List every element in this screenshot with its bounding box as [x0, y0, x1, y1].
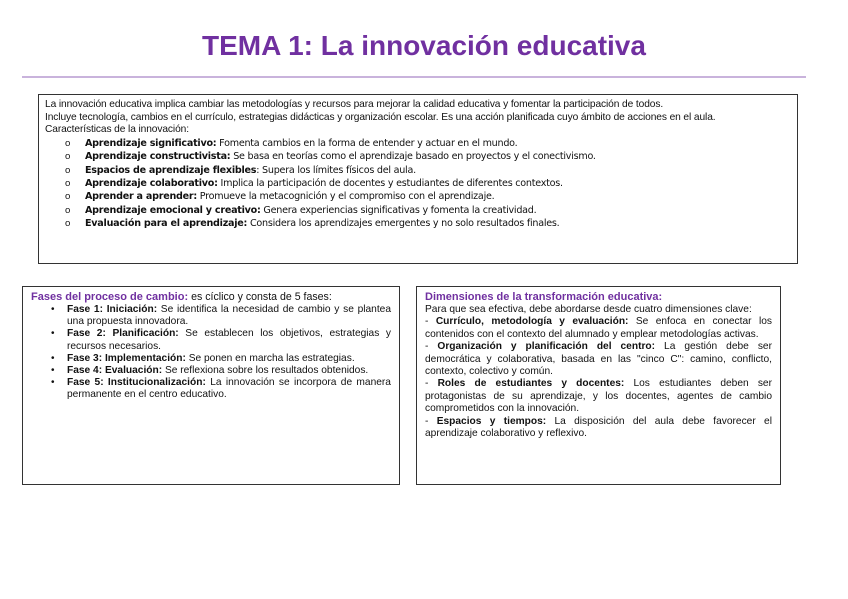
item-text: Se identifica la necesidad de cambio y se plantea una propuesta innovadora.: [67, 304, 391, 328]
circle-bullet-icon: o: [65, 178, 71, 189]
item-text: Se enfoca en conectar los contenidos con el contexto del alumnado y emplear metodologías activas.: [425, 316, 772, 340]
item-text: Se ponen en marcha las estrategias.: [185, 352, 355, 364]
item-term: Espacios y tiempos:: [436, 415, 547, 427]
item-text: : Supera los límites físicos del aula.: [256, 164, 416, 176]
intro-line: Incluye tecnología, cambios en el currículo, estrategias didácticas y organización escolar. Es una acción planificada cuyo ámbito de acciones en el aula.: [45, 111, 716, 123]
list-item: [65, 177, 791, 190]
item-text: Promueve la metacognición y el compromiso con el aprendizaje.: [196, 191, 495, 203]
intro-box: [38, 94, 798, 264]
item-text: Implica la participación de docentes y estudiantes de diferentes contextos.: [217, 178, 563, 189]
item-term: Aprendizaje colaborativo:: [85, 178, 218, 189]
dash-prefix: -: [425, 378, 438, 390]
item-text: Considera los aprendizajes emergentes y no solo resultados finales.: [247, 218, 560, 230]
dimension-item: [425, 416, 772, 441]
item-text: La gestión debe ser democrática y colaborativa, basada en las "cinco C": camino, conflicto, contexto, colectivo y común.: [425, 341, 772, 378]
circle-bullet-icon: o: [65, 151, 71, 163]
list-item: [65, 137, 791, 150]
circle-bullet-icon: o: [65, 204, 71, 216]
dimensions-heading: Dimensiones de la transformación educativa:: [425, 291, 663, 303]
item-text: Fomenta cambios en la forma de entender y actuar en el mundo.: [216, 137, 518, 149]
dimension-item: [425, 316, 772, 341]
bullet-icon: •: [51, 377, 55, 389]
item-term: Fase 4: Evaluación:: [67, 365, 163, 377]
bullet-icon: •: [51, 328, 55, 340]
circle-bullet-icon: o: [65, 218, 71, 230]
item-text: La disposición del aula debe favorecer el aprendizaje colaborativo y reflexivo.: [425, 415, 772, 440]
dash-prefix: -: [425, 341, 438, 353]
dimension-item: [425, 341, 772, 378]
item-term: Roles de estudiantes y docentes:: [437, 378, 625, 390]
item-term: Aprender a aprender:: [85, 191, 197, 203]
list-item: [51, 377, 391, 401]
innovation-characteristics-list: [45, 137, 791, 231]
dimensions-lead: Para que sea efectiva, debe abordarse desde cuatro dimensiones clave:: [425, 304, 752, 315]
list-item: [65, 150, 791, 163]
item-term: Aprendizaje constructivista:: [85, 151, 231, 163]
bullet-icon: •: [51, 304, 55, 315]
phases-box: [22, 286, 400, 485]
item-text: Se establecen los objetivos, estrategias y recursos necesarios.: [67, 328, 391, 352]
dimension-item: [425, 378, 772, 415]
dash-prefix: -: [425, 415, 437, 427]
intro-line: Características de la innovación:: [45, 124, 189, 136]
intro-line: La innovación educativa implica cambiar las metodologías y recursos para mejorar la calidad educativa y fomentar la participación de todos.: [45, 99, 664, 110]
item-text: Se reflexiona sobre los resultados obtenidos.: [162, 365, 369, 377]
bullet-icon: •: [51, 365, 55, 377]
list-item: [65, 217, 791, 230]
phases-heading: Fases del proceso de cambio:: [31, 291, 189, 303]
item-term: Aprendizaje emocional y creativo:: [85, 204, 261, 216]
item-term: Fase 2: Planificación:: [67, 328, 179, 340]
list-item: [51, 304, 391, 328]
phases-list: [31, 304, 391, 402]
list-item: [65, 164, 791, 177]
item-term: Organización y planificación del centro:: [437, 341, 656, 353]
item-text: La innovación se incorpora de manera permanente en el centro educativo.: [67, 377, 391, 401]
page-title: TEMA 1: La innovación educativa: [202, 30, 646, 61]
item-term: Fase 5: Institucionalización:: [67, 377, 206, 389]
list-item: [65, 190, 791, 203]
list-item: [51, 365, 391, 377]
title-divider: [22, 76, 806, 78]
list-item: [51, 328, 391, 352]
item-term: Espacios de aprendizaje flexibles: [85, 164, 257, 176]
circle-bullet-icon: o: [65, 191, 71, 203]
bullet-icon: •: [51, 352, 55, 364]
dimensions-box: [416, 286, 781, 485]
item-text: Genera experiencias significativas y fomenta la creatividad.: [260, 204, 537, 216]
circle-bullet-icon: o: [65, 164, 71, 176]
circle-bullet-icon: o: [65, 137, 71, 149]
dash-prefix: -: [425, 316, 436, 328]
item-term: Fase 3: Implementación:: [67, 352, 186, 364]
list-item: [51, 352, 391, 365]
item-term: Fase 1: Iniciación:: [67, 304, 158, 315]
item-term: Currículo, metodología y evaluación:: [435, 316, 629, 328]
item-text: Los estudiantes deben ser protagonistas de su aprendizaje, y los docentes, agentes de cambio comprometidos con la innovación.: [425, 378, 772, 415]
phases-intro: [31, 291, 391, 304]
item-term: Evaluación para el aprendizaje:: [85, 218, 248, 230]
phases-lead: es cíclico y consta de 5 fases:: [188, 291, 332, 303]
list-item: [65, 204, 791, 217]
item-text: Se basa en teorías como el aprendizaje basado en proyectos y el conectivismo.: [230, 151, 596, 163]
item-term: Aprendizaje significativo:: [85, 137, 217, 149]
